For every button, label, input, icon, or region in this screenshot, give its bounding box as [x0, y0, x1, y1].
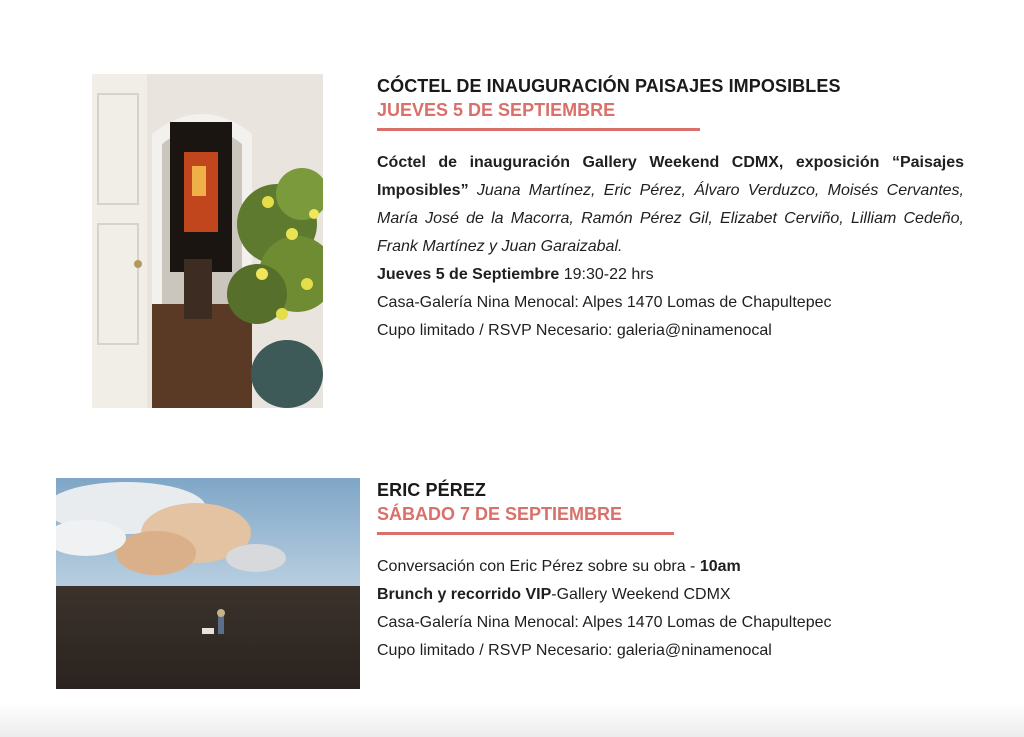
- gallery-interior-photo: [92, 74, 323, 408]
- event-place: Casa-Galería Nina Menocal: Alpes 1470 Lomas de Chapultepec: [377, 614, 832, 631]
- conversation-text: Conversación con Eric Pérez sobre su obra -: [377, 558, 700, 575]
- event-rsvp: Cupo limitado / RSVP Necesario: galeria@ninamenocal: [377, 642, 772, 659]
- event-title: ERIC PÉREZ: [377, 480, 487, 500]
- description-bold: Cóctel de inauguración Gallery Weekend CDMX, exposición “Paisajes Imposibles”: [377, 154, 964, 199]
- event-body: [377, 149, 964, 345]
- event-time: [377, 261, 964, 289]
- brunch-bold: Brunch y recorrido VIP: [377, 586, 552, 603]
- event-body: [377, 553, 964, 665]
- artist-list: Juana Martínez, Eric Pérez, Álvaro Verduzco, Moisés Cervantes, María José de la Macorra, Ramón Pérez Gil, Elizabet Cerviño, Lilliam Cedeño, Frank Martínez y Juan Garaizabal.: [377, 182, 964, 255]
- time-rest: 19:30-22 hrs: [559, 266, 654, 283]
- event-brunch: [377, 581, 964, 609]
- event-coctel: [377, 74, 964, 345]
- event-eric-perez: [377, 478, 964, 665]
- event-date: JUEVES 5 DE SEPTIEMBRE: [377, 100, 616, 120]
- brunch-rest: -Gallery Weekend CDMX: [551, 586, 731, 603]
- eric-perez-painting: [56, 478, 360, 689]
- time-bold: Jueves 5 de Septiembre: [377, 266, 560, 283]
- divider: [377, 128, 700, 131]
- gallery-interior-illustration: [92, 74, 323, 408]
- event-title: CÓCTEL DE INAUGURACIÓN PAISAJES IMPOSIBLES: [377, 76, 841, 96]
- event-place: Casa-Galería Nina Menocal: Alpes 1470 Lomas de Chapultepec: [377, 294, 832, 311]
- event-conversation: [377, 553, 964, 581]
- event-date: SÁBADO 7 DE SEPTIEMBRE: [377, 504, 623, 524]
- bottom-fade: [0, 703, 1024, 737]
- landscape-painting-illustration: [56, 478, 360, 689]
- conversation-time: 10am: [699, 558, 741, 575]
- divider: [377, 532, 674, 535]
- event-description: [377, 149, 964, 261]
- event-rsvp: Cupo limitado / RSVP Necesario: galeria@ninamenocal: [377, 322, 772, 339]
